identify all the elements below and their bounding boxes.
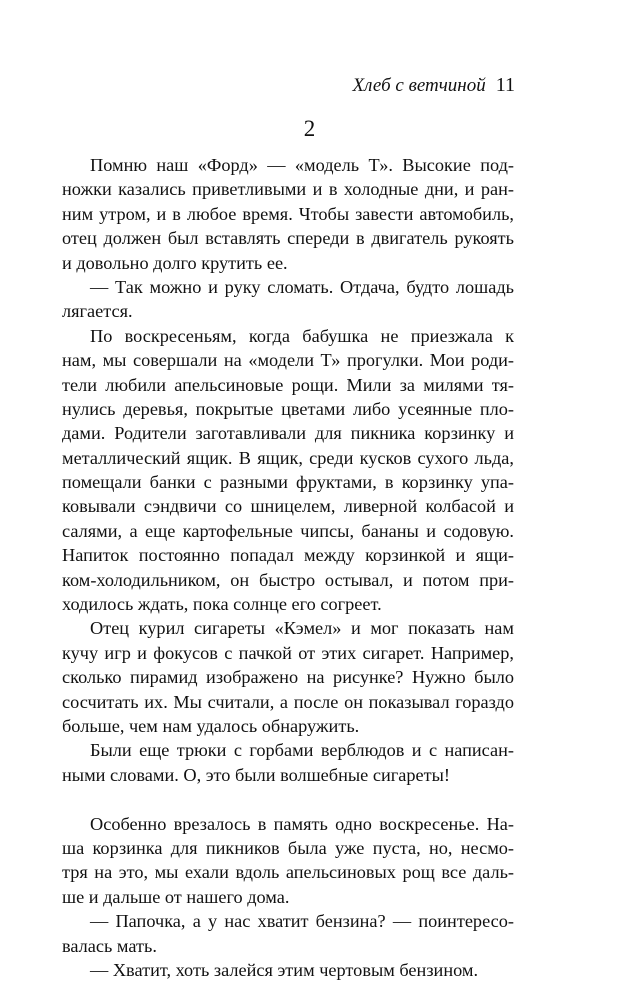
- text-line: Помню наш «Форд» — «модель Т». Высокие под-: [90, 155, 514, 175]
- page-number: 11: [495, 74, 515, 96]
- text-line: ше и дальше от нашего дома.: [62, 886, 290, 907]
- text-line: — Хватит, хоть залейся этим чертовым бензином.: [90, 959, 479, 980]
- text-line: салями, а еще картофельные чипсы, бананы и содовую.: [62, 520, 514, 541]
- text-line: Особенно врезалось в память одно воскресенье. На-: [90, 813, 514, 834]
- text-line: ножки казались приветливыми и в холодные дни, и ран-: [62, 179, 514, 200]
- running-head: [353, 74, 515, 97]
- text-line: ковывали сэндвичи со шницелем, ливерной колбасой и: [62, 496, 514, 517]
- text-line: и довольно долго крутить ее.: [62, 252, 288, 273]
- text-line: ходилось ждать, пока солнце его согреет.: [62, 594, 382, 615]
- text-line: — Папочка, а у нас хватит бензина? — поинтересо-: [90, 911, 514, 932]
- paragraph: [62, 275, 514, 324]
- paragraph: [62, 738, 514, 787]
- text-line: отец должен был вставлять спереди в двигатель рукоять: [62, 228, 514, 249]
- text-line: нам, мы совершали на «модели Т» прогулки. Мои роди-: [62, 350, 514, 371]
- text-line: сосчитать их. Мы считали, а после он показывал гораздо: [62, 691, 514, 712]
- text-line: помещали банки с разными фруктами, в корзинку упа-: [62, 472, 514, 493]
- paragraph: [62, 616, 514, 738]
- running-title: Хлеб с ветчиной: [352, 75, 486, 96]
- paragraph: [62, 324, 514, 617]
- paragraph: [62, 153, 514, 275]
- text-line: Были еще трюки с горбами верблюдов и с написан-: [90, 740, 514, 761]
- paragraph: [62, 958, 514, 982]
- text-line: Напиток постоянно попадал между корзинкой и ящи-: [62, 545, 514, 566]
- section-break: [62, 787, 514, 811]
- paragraph: [62, 812, 514, 910]
- text-line: ним утром, и в любое время. Чтобы завести автомобиль,: [62, 203, 514, 224]
- text-line: металлический ящик. В ящик, среди кусков сухого льда,: [62, 447, 514, 468]
- text-line: кучу игр и фокусов с пачкой от этих сигарет. Например,: [62, 642, 514, 663]
- text-line: ком-холодильником, он быстро остывал, и потом при-: [62, 569, 514, 590]
- text-line: тря на это, мы ехали вдоль апельсиновых рощ все даль-: [62, 862, 514, 883]
- text-line: тели любили апельсиновые рощи. Мили за милями тя-: [62, 374, 514, 395]
- text-line: ными словами. О, это были волшебные сигареты!: [62, 764, 450, 785]
- text-line: По воскресеньям, когда бабушка не приезжала к: [90, 325, 514, 346]
- paragraph: [62, 909, 514, 958]
- text-line: валась мать.: [62, 935, 157, 956]
- text-line: ша корзинка для пикников была уже пуста, но, несмо-: [62, 837, 514, 858]
- text-line: нулись деревья, покрытые цветами либо усеянные пло-: [62, 398, 514, 419]
- text-line: больше, чем нам удалось обнаружить.: [62, 715, 360, 736]
- chapter-number: 2: [303, 116, 316, 141]
- text-line: дами. Родители заготавливали для пикника корзинку и: [62, 423, 514, 444]
- text-line: сколько пирамид изображено на рисунке? Нужно было: [62, 667, 514, 688]
- body-text: [62, 153, 514, 982]
- text-line: Отец курил сигареты «Кэмел» и мог показать нам: [90, 618, 514, 639]
- text-line: — Так можно и руку сломать. Отдача, будто лошадь: [90, 276, 514, 297]
- text-line: лягается.: [62, 301, 133, 322]
